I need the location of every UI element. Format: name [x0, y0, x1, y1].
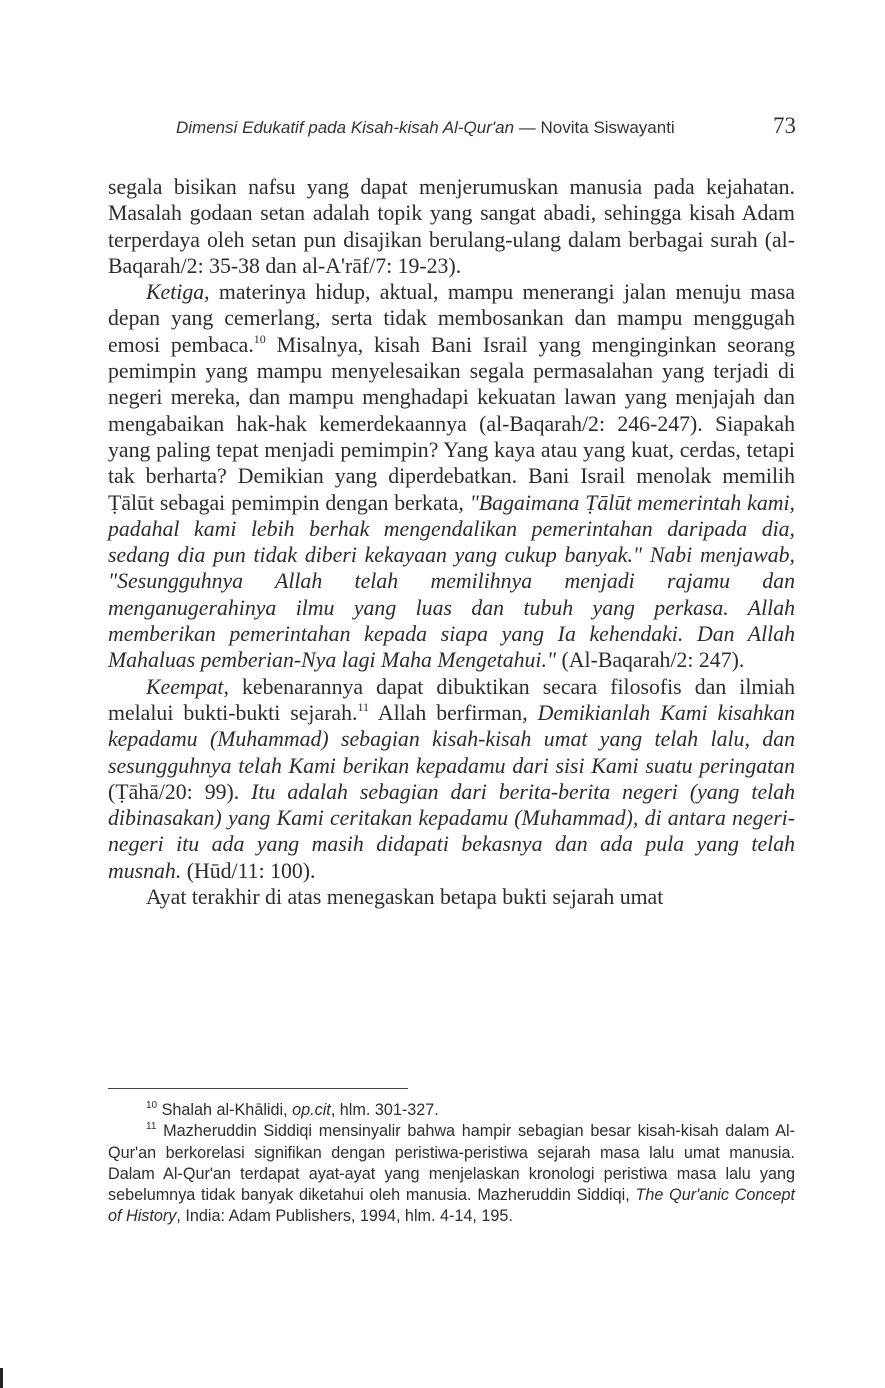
footnote-11-text-a: Mazheruddin Siddiqi mensinyalir bahwa hampir sebagian besar kisah-kisah dalam Al-Qur'an berkorelasi signifikan dengan peristiwa-peristiwa sejarah masa lalu umat manusia. Dalam Al-Qur'an terdapat ayat-ayat yang menjelaskan kronologi peristiwa masa lalu yang sebelumnya tidak banyak diketahui oleh manusia. Mazheruddin Siddiqi, [108, 1122, 795, 1205]
footnote-10 [108, 1100, 795, 1121]
keempat-term: Keempat [146, 674, 224, 699]
footnote-11-text-b: , India: Adam Publishers, 1994, hlm. 4-14, 195. [176, 1207, 513, 1226]
running-head-separator: — [518, 118, 536, 137]
paragraph-4: Ayat terakhir di atas menegaskan betapa bukti sejarah umat [146, 885, 664, 910]
paragraph-2-quotation: "Bagaimana Ṭālūt memerintah kami, padahal kami lebih berhak mengendalikan pemerintahan daripada dia, sedang dia pun tidak diberi kekayaan yang cukup banyak." Nabi menjawab, "Sesungguhnya Allah telah memilihnya menjadi rajamu dan menganugerahinya ilmu yang luas dan tubuh yang perkasa. Allah memberikan pemerintahan kepada siapa yang Ia kehendaki. Dan Allah Mahaluas pemberian-Nya lagi Maha Mengetahui." [108, 490, 795, 673]
footnote-11-number: 11 [146, 1121, 157, 1133]
paragraph-2 [108, 279, 795, 673]
running-head-title: Dimensi Edukatif pada Kisah-kisah Al-Qur'an [176, 118, 515, 137]
paragraph-3-quotation-1: Demikianlah Kami kisahkan kepadamu (Muhammad) sebagian kisah-kisah umat yang telah lalu, dan sesungguhnya telah Kami berikan kepadamu dari sisi Kami suatu peringatan [108, 700, 796, 778]
paragraph-2-citation: (Al-Baqarah/2: 247). [556, 648, 745, 673]
paragraph-1: segala bisikan nafsu yang dapat menjerumuskan manusia pada kejahatan. Masalah godaan setan adalah topik yang sangat abadi, sehingga kisah Adam terperdaya oleh setan pun disajikan berulang-ulang dalam berbagai surah (al-Baqarah/2: 35-38 dan al-A'rāf/7: 19-23). [108, 175, 795, 278]
paragraph-3-citation-1: (Ṭāhā/20: 99). [108, 779, 252, 804]
paragraph-2-text-b: Misalnya, kisah Bani Israil yang menginginkan seorang pemimpin yang mampu menyelesaikan segala permasalahan yang terjadi di negeri mereka, dan mampu menghadapi kekuatan lawan yang menjajah dan mengabaikan hak-hak kemerdekaannya (al-Baqarah/2: 246-247). Siapakah yang paling tepat menjadi pemimpin? Yang kaya atau yang kuat, cerdas, tetapi tak berharta? Demikian yang diperdebatkan. Bani Israil menolak memilih Ṭālūt sebagai pemimpin dengan berkata, [108, 332, 795, 515]
footnote-divider [108, 1088, 408, 1089]
paragraph-3-text-b: Allah berfirman, [369, 700, 538, 725]
footnote-11 [108, 1121, 795, 1227]
footnote-ref-10[interactable]: 10 [253, 331, 266, 346]
footnote-10-text-b: , hlm. 301-327. [330, 1101, 439, 1119]
paragraph-3-text-a: , kebenarannya dapat dibuktikan secara filosofis dan ilmiah melalui bukti-bukti sejarah. [108, 674, 795, 725]
scan-edge-mark [0, 1368, 3, 1388]
paragraph-3 [108, 674, 795, 884]
paragraph-2-text-a: , materinya hidup, aktual, mampu menerangi jalan menuju masa depan yang cemerlang, serta tidak membosankan dan mampu menggugah emosi pembaca. [108, 280, 795, 357]
footnotes [108, 1100, 795, 1228]
paragraph-3-citation-2: (Hūd/11: 100). [181, 858, 316, 883]
page-number: 73 [773, 113, 796, 138]
footnote-10-opcit: op.cit [292, 1101, 331, 1119]
running-head-author: Novita Siswayanti [540, 118, 675, 137]
footnote-10-number: 10 [146, 1100, 158, 1111]
paragraph-3-quotation-2: Itu adalah sebagian dari berita-berita negeri (yang telah dibinasakan) yang Kami ceritakan kepadamu (Muhammad), di antara negeri-negeri itu ada yang masih didapati bekasnya dan ada pula yang telah musnah. [108, 779, 796, 883]
footnote-ref-11[interactable]: 11 [357, 699, 370, 714]
body-text [108, 174, 795, 910]
footnote-10-text-a: Shalah al-Khālidi, [157, 1101, 293, 1119]
running-head [176, 113, 796, 140]
footnote-11-book-title: The Qur'anic Concept of History [108, 1186, 795, 1226]
ketiga-term: Ketiga [146, 280, 205, 305]
